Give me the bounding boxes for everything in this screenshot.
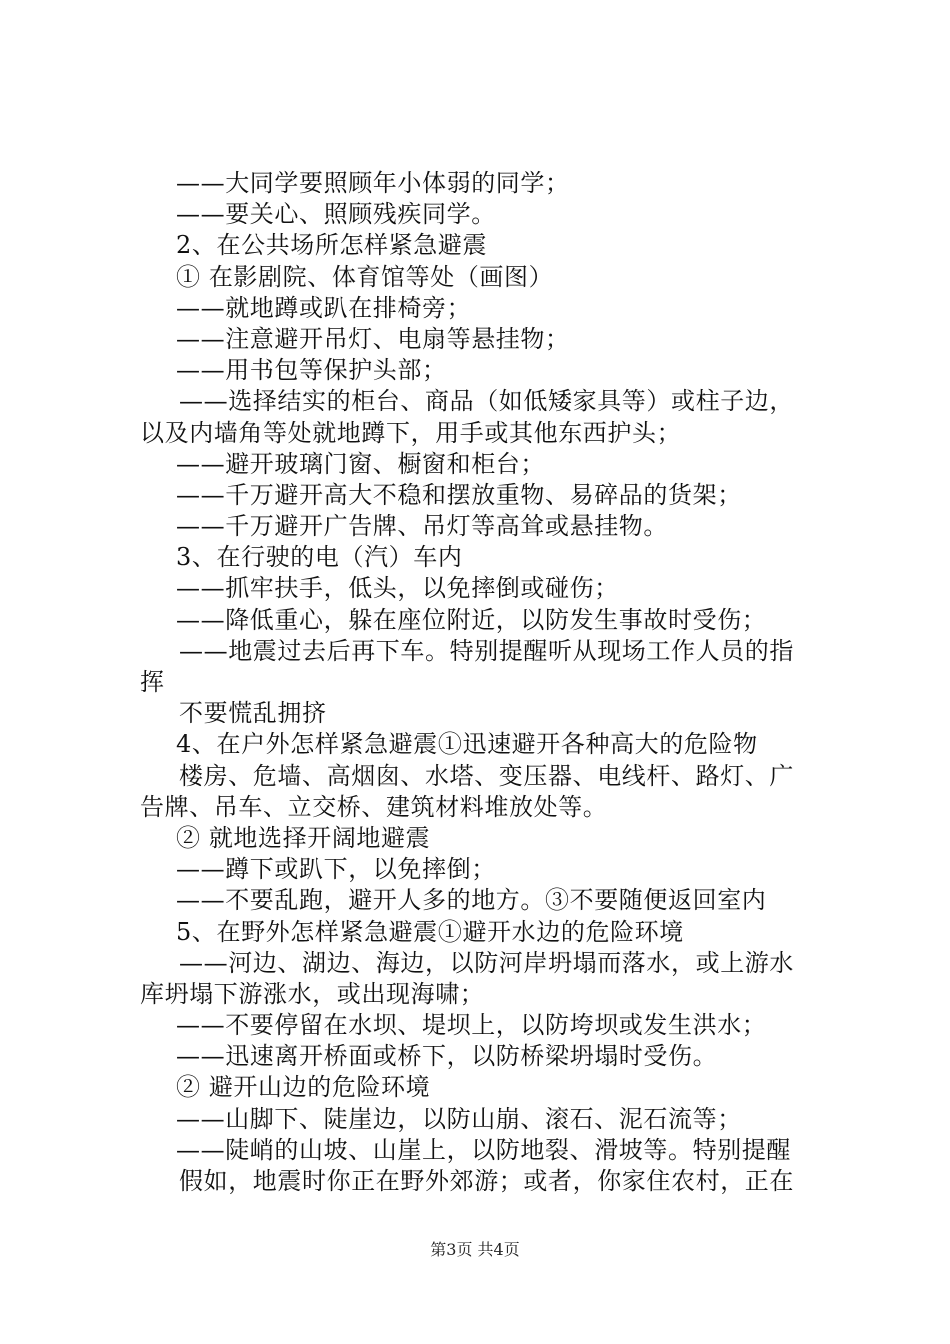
section-heading: 2、在公共场所怎样紧急避震: [176, 231, 488, 260]
text-line: 楼房、危墙、高烟囱、水塔、变压器、电线杆、路灯、广: [179, 761, 794, 790]
text-line: ——山脚下、陡崖边，以防山崩、滚石、泥石流等；: [176, 1104, 742, 1133]
text-line: 告牌、吊车、立交桥、建筑材料堆放处等。: [140, 792, 608, 821]
text-line: ——抓牢扶手，低头，以免摔倒或碰伤；: [176, 574, 619, 603]
section-heading: 4、在户外怎样紧急避震①迅速避开各种高大的危险物: [176, 730, 758, 759]
text-line: ——河边、湖边、海边，以防河岸坍塌而落水，或上游水: [179, 948, 794, 977]
text-line: ——避开玻璃门窗、橱窗和柜台；: [176, 449, 545, 478]
text-line: 假如，地震时你正在野外郊游；或者，你家住农村，正在: [179, 1167, 794, 1195]
subsection-heading: ① 在影剧院、体育馆等处（画图）: [176, 262, 554, 291]
text-line: 挥: [140, 668, 165, 696]
text-line: ——地震过去后再下车。特别提醒听从现场工作人员的指: [179, 636, 794, 665]
document-body: [140, 168, 840, 1197]
text-line: ——千万避开高大不稳和摆放重物、易碎品的货架；: [176, 480, 742, 509]
text-line: ——就地蹲或趴在排椅旁；: [176, 293, 472, 322]
section-heading: 3、在行驶的电（汽）车内: [176, 543, 463, 572]
section-heading: 5、在野外怎样紧急避震①避开水边的危险环境: [176, 917, 684, 946]
subsection-heading: ② 就地选择开阔地避震: [176, 823, 431, 852]
text-line: ——不要停留在水坝、堤坝上，以防垮坝或发生洪水；: [176, 1011, 767, 1040]
text-line: ——千万避开广告牌、吊灯等高耸或悬挂物。: [176, 512, 668, 541]
text-line: ——迅速离开桥面或桥下，以防桥梁坍塌时受伤。: [176, 1042, 718, 1071]
text-line: ——选择结实的柜台、商品（如低矮家具等）或柱子边，: [179, 387, 794, 416]
page-number-footer: 第3页 共4页: [430, 1240, 520, 1259]
text-line: 不要慌乱拥挤: [179, 699, 327, 728]
text-line: ——不要乱跑，避开人多的地方。③不要随便返回室内: [176, 886, 767, 915]
text-line: ——蹲下或趴下，以免摔倒；: [176, 855, 496, 884]
text-line: ——要关心、照顾残疾同学。: [176, 200, 496, 229]
text-line: ——陡峭的山坡、山崖上，以防地裂、滑坡等。特别提醒: [176, 1135, 791, 1164]
text-line: 库坍塌下游涨水，或出现海啸；: [140, 979, 485, 1008]
text-line: 以及内墙角等处就地蹲下，用手或其他东西护头；: [140, 418, 682, 447]
text-line: ——降低重心，躲在座位附近，以防发生事故时受伤；: [176, 605, 767, 634]
subsection-heading: ② 避开山边的危险环境: [176, 1073, 431, 1102]
text-line: ——大同学要照顾年小体弱的同学；: [176, 169, 570, 197]
text-line: ——用书包等保护头部；: [176, 356, 447, 385]
text-line: ——注意避开吊灯、电扇等悬挂物；: [176, 324, 570, 353]
